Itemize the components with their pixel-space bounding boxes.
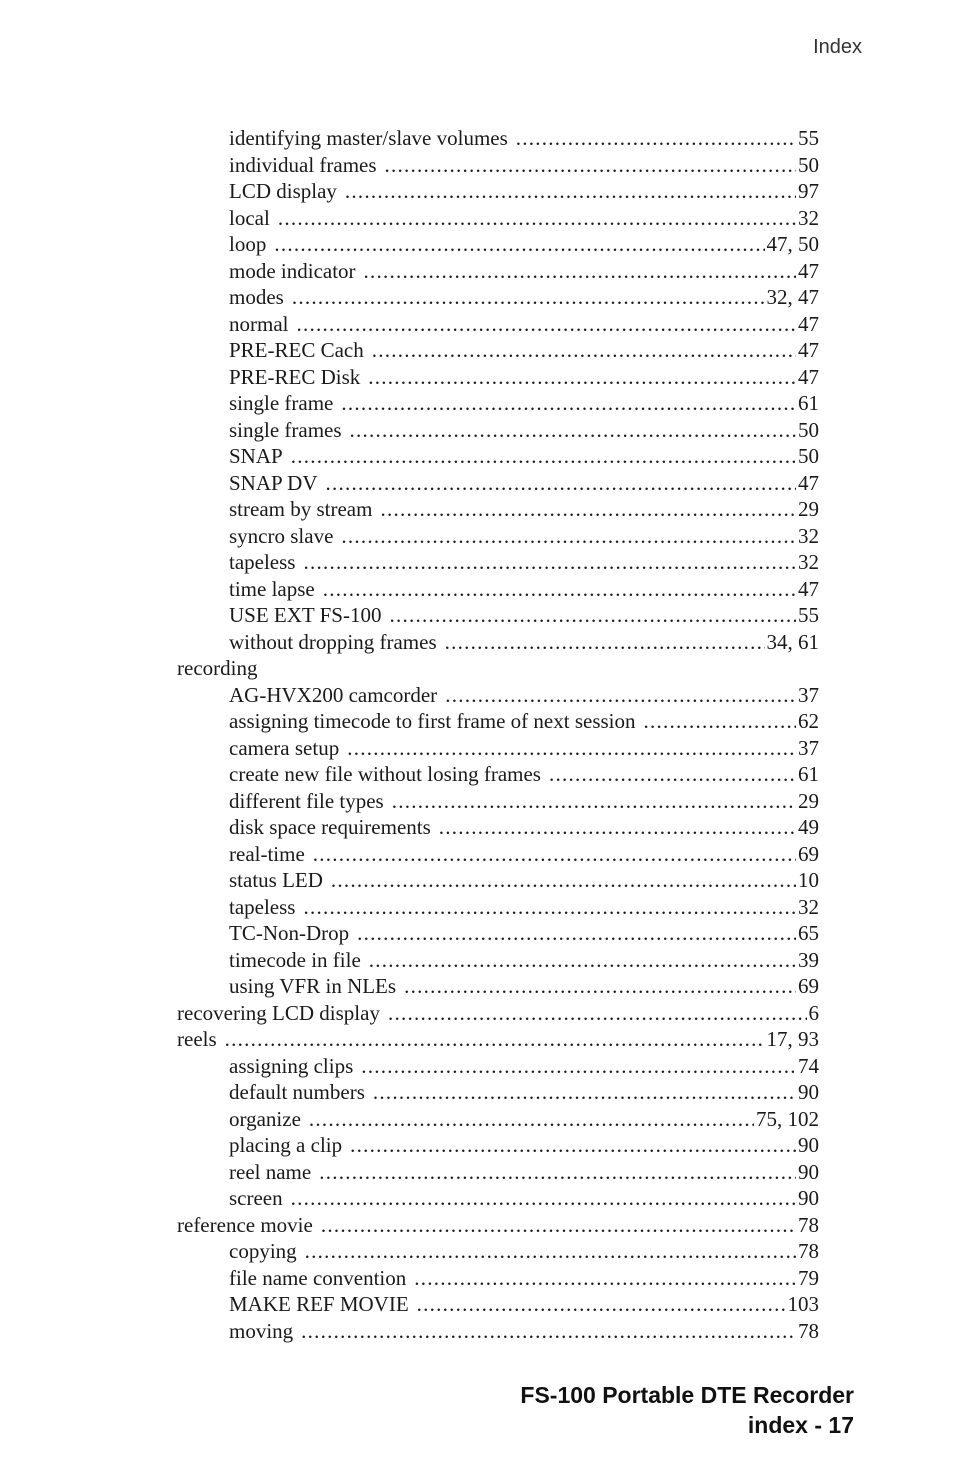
page-reference: 47: [798, 576, 819, 601]
index-subentry: [177, 178, 819, 205]
index-term: assigning timecode to first frame of next session: [229, 709, 636, 733]
page-reference: 37: [798, 682, 819, 707]
index-term: reference movie: [177, 1212, 313, 1237]
index-subentry: [177, 1159, 819, 1186]
index-term: tapeless: [229, 894, 296, 919]
dot-leader: [388, 1000, 807, 1027]
index-subentry: [177, 1185, 819, 1212]
page-reference: 50: [798, 152, 819, 177]
page-reference: 61: [798, 391, 819, 415]
page-reference: 47: [798, 311, 819, 336]
dot-leader: [225, 1026, 765, 1053]
index-term: using VFR in NLEs: [229, 974, 397, 998]
dot-leader: [364, 258, 796, 285]
index-subentry: [177, 470, 819, 497]
dot-leader: [414, 1265, 796, 1292]
dot-leader: [389, 602, 796, 629]
index-term: copying: [229, 1239, 297, 1263]
dot-leader: [313, 841, 796, 868]
index-subentry: [177, 920, 819, 947]
page-reference: 17, 93: [766, 1027, 819, 1051]
index-subentry: [177, 947, 819, 974]
dot-leader: [305, 1238, 796, 1265]
dot-leader: [309, 1106, 754, 1133]
dot-leader: [347, 735, 796, 762]
page-reference: 103: [787, 1292, 819, 1316]
page-reference: 97: [798, 179, 819, 203]
index-term: identifying master/slave volumes: [229, 126, 508, 150]
index-term: different file types: [229, 788, 384, 813]
dot-leader: [380, 496, 796, 523]
page-reference: 50: [798, 444, 819, 468]
index-term: without dropping frames: [229, 629, 437, 654]
dot-leader: [644, 708, 797, 735]
page-reference: 32, 47: [766, 285, 819, 309]
index-term: loop: [229, 232, 267, 256]
page-reference: 29: [798, 497, 819, 521]
index-entry: [177, 1026, 819, 1053]
index-subentry: [177, 258, 819, 285]
running-header: Index: [813, 36, 862, 58]
dot-leader: [549, 761, 796, 788]
page-reference: 47: [798, 258, 819, 283]
page-reference: 10: [798, 868, 819, 892]
page-reference: 37: [798, 735, 819, 760]
index-term: disk space requirements: [229, 815, 431, 839]
index-term: recording: [177, 656, 258, 680]
index-term: default numbers: [229, 1080, 365, 1104]
index-term: modes: [229, 285, 284, 309]
dot-leader: [301, 1318, 796, 1345]
index-term: create new file without losing frames: [229, 762, 541, 786]
dot-leader: [404, 973, 796, 1000]
page-reference: 78: [798, 1212, 819, 1237]
index-term: SNAP: [229, 444, 283, 468]
index-subentry: [177, 1106, 819, 1133]
page-reference: 79: [798, 1265, 819, 1290]
index-term: syncro slave: [229, 523, 334, 548]
index-term: single frames: [229, 417, 342, 442]
dot-leader: [345, 178, 796, 205]
dot-leader: [385, 152, 796, 179]
dot-leader: [274, 231, 764, 258]
index-subentry: [177, 443, 819, 470]
dot-leader: [350, 417, 796, 444]
page-reference: 32: [798, 523, 819, 548]
dot-leader: [445, 682, 796, 709]
page-reference: 78: [798, 1318, 819, 1343]
index-term: AG-HVX200 camcorder: [229, 682, 438, 707]
page-reference: 62: [798, 709, 819, 733]
dot-leader: [445, 629, 765, 656]
page-reference: 34, 61: [766, 629, 819, 654]
dot-leader: [291, 1185, 796, 1212]
dot-leader: [278, 205, 796, 232]
footer-product-title: FS-100 Portable DTE Recorder: [520, 1382, 854, 1408]
dot-leader: [331, 867, 796, 894]
dot-leader: [357, 920, 796, 947]
page-reference: 90: [798, 1133, 819, 1157]
index-subentry: [177, 841, 819, 868]
index-term: normal: [229, 311, 289, 336]
index-subentry: [177, 390, 819, 417]
index-subentry: [177, 629, 819, 656]
index-subentry: [177, 1238, 819, 1265]
index-subentry: [177, 1079, 819, 1106]
index-subentry: [177, 735, 819, 762]
index-term: assigning clips: [229, 1053, 354, 1078]
dot-leader: [291, 443, 796, 470]
index-term: PRE-REC Cach: [229, 338, 364, 362]
index-subentry: [177, 417, 819, 444]
page-reference: 69: [798, 841, 819, 866]
page-reference: 47: [798, 364, 819, 389]
index-subentry: [177, 867, 819, 894]
index-term: screen: [229, 1186, 283, 1210]
page-reference: 32: [798, 205, 819, 230]
index-term: USE EXT FS-100: [229, 603, 382, 627]
index-subentry: [177, 1265, 819, 1292]
dot-leader: [369, 947, 796, 974]
dot-leader: [373, 1079, 796, 1106]
index-subentry: [177, 1053, 819, 1080]
dot-leader: [361, 1053, 796, 1080]
index-term: PRE-REC Disk: [229, 364, 361, 389]
index-list: [177, 125, 819, 1344]
dot-leader: [303, 894, 796, 921]
index-term: placing a clip: [229, 1133, 343, 1157]
index-entry: [177, 1212, 819, 1239]
index-term: file name convention: [229, 1265, 407, 1290]
dot-leader: [392, 788, 796, 815]
page-reference: 55: [798, 126, 819, 150]
dot-leader: [296, 311, 796, 338]
page-reference: 32: [798, 550, 819, 574]
index-subentry: [177, 602, 819, 629]
dot-leader: [323, 576, 796, 603]
page-reference: 47, 50: [766, 232, 819, 256]
dot-leader: [319, 1159, 796, 1186]
index-subentry: [177, 788, 819, 815]
index-subentry: [177, 894, 819, 921]
page-reference: 90: [798, 1186, 819, 1210]
index-term: individual frames: [229, 152, 377, 177]
index-subentry: [177, 152, 819, 179]
page-reference: 55: [798, 603, 819, 627]
dot-leader: [372, 337, 796, 364]
index-term: stream by stream: [229, 497, 373, 521]
page-reference: 65: [798, 921, 819, 945]
index-term: moving: [229, 1318, 294, 1343]
page-reference: 90: [798, 1080, 819, 1104]
page-reference: 49: [798, 815, 819, 839]
dot-leader: [516, 125, 796, 152]
page-reference: 29: [798, 788, 819, 813]
index-subentry: [177, 364, 819, 391]
page-reference: 6: [808, 1000, 819, 1025]
index-term: local: [229, 205, 270, 230]
dot-leader: [341, 390, 796, 417]
index-subentry: [177, 1291, 819, 1318]
index-subentry: [177, 708, 819, 735]
index-subentry: [177, 1318, 819, 1345]
index-subentry: [177, 973, 819, 1000]
page-reference: 50: [798, 417, 819, 442]
index-subentry: [177, 523, 819, 550]
index-entry: [177, 1000, 819, 1027]
dot-leader: [321, 1212, 796, 1239]
index-subentry: [177, 205, 819, 232]
index-term: timecode in file: [229, 947, 361, 972]
index-term: mode indicator: [229, 258, 356, 283]
index-term: LCD display: [229, 179, 337, 203]
index-term: MAKE REF MOVIE: [229, 1292, 409, 1316]
index-subentry: [177, 1132, 819, 1159]
dot-leader: [439, 814, 796, 841]
page-reference: 69: [798, 974, 819, 998]
index-subentry: [177, 284, 819, 311]
index-subentry: [177, 814, 819, 841]
index-term: TC-Non-Drop: [229, 921, 350, 945]
index-subentry: [177, 576, 819, 603]
index-term: reel name: [229, 1159, 312, 1184]
index-term: reels: [177, 1027, 217, 1051]
footer-page-number: index - 17: [747, 1412, 854, 1438]
index-term: organize: [229, 1106, 301, 1131]
page-reference: 75, 102: [756, 1106, 819, 1131]
index-subentry: [177, 231, 819, 258]
index-term: single frame: [229, 391, 334, 415]
index-term: status LED: [229, 868, 323, 892]
index-subentry: [177, 496, 819, 523]
page-reference: 78: [798, 1239, 819, 1263]
index-subentry: [177, 549, 819, 576]
index-subentry: [177, 125, 819, 152]
index-term: real-time: [229, 841, 305, 866]
index-term: time lapse: [229, 576, 315, 601]
dot-leader: [350, 1132, 796, 1159]
page-footer: [520, 1380, 854, 1440]
dot-leader: [292, 284, 765, 311]
index-subentry: [177, 337, 819, 364]
dot-leader: [417, 1291, 786, 1318]
index-subentry: [177, 761, 819, 788]
page-reference: 47: [798, 338, 819, 362]
index-entry: [177, 655, 819, 682]
dot-leader: [303, 549, 796, 576]
page-reference: 90: [798, 1159, 819, 1184]
dot-leader: [368, 364, 796, 391]
page-reference: 32: [798, 894, 819, 919]
page-reference: 39: [798, 947, 819, 972]
page-reference: 61: [798, 762, 819, 786]
dot-leader: [326, 470, 797, 497]
index-subentry: [177, 311, 819, 338]
index-term: SNAP DV: [229, 470, 318, 495]
index-term: recovering LCD display: [177, 1000, 380, 1025]
index-term: tapeless: [229, 550, 296, 574]
page-reference: 47: [798, 470, 819, 495]
index-term: camera setup: [229, 735, 340, 760]
page-reference: 74: [798, 1053, 819, 1078]
index-subentry: [177, 682, 819, 709]
dot-leader: [341, 523, 796, 550]
